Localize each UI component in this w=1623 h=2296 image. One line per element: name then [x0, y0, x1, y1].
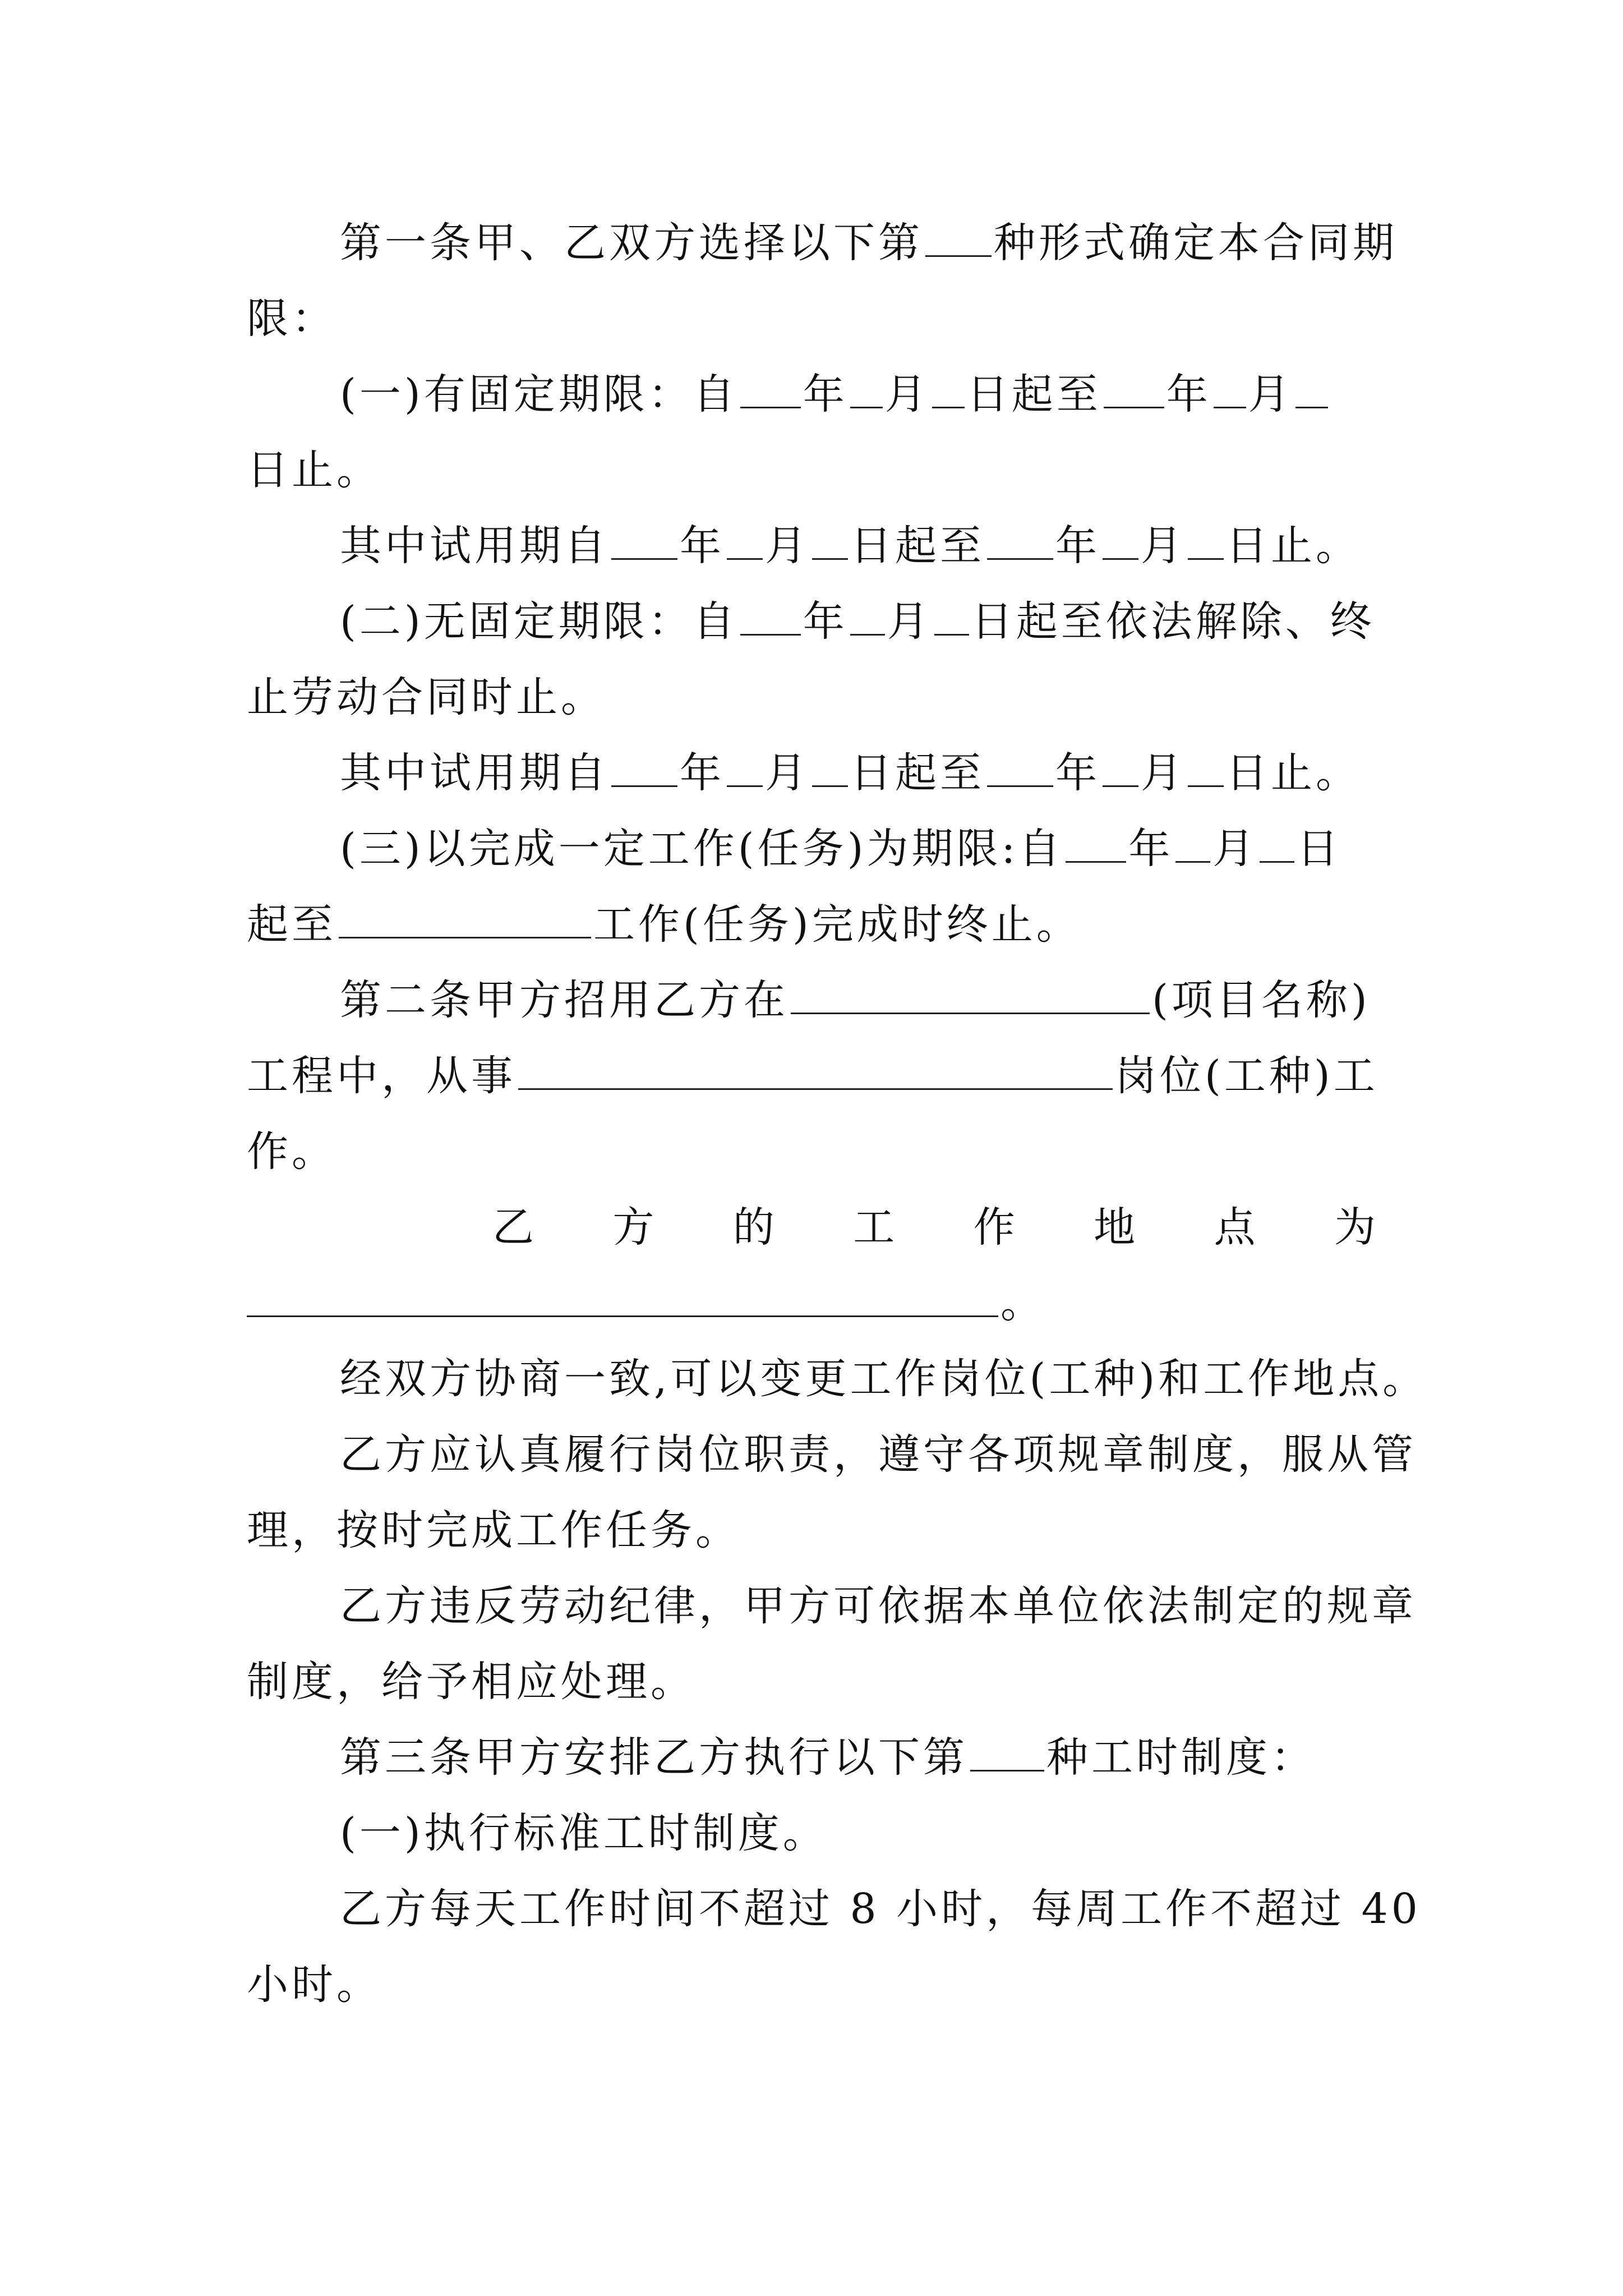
fixed-term-line-1 — [340, 367, 1385, 421]
text-run: 月 — [884, 370, 930, 418]
trial-period-line-2 — [340, 746, 1385, 800]
fill-blank — [1066, 824, 1126, 863]
fill-blank — [1175, 824, 1210, 863]
standard-hours-heading — [340, 1806, 1385, 1860]
article-1-line-2 — [247, 292, 1385, 346]
work-location-line-1 — [492, 1200, 1376, 1254]
text-run: 日起至 — [966, 370, 1101, 418]
fill-blank — [740, 597, 801, 636]
text-run: 工作(任务)完成时终止。 — [593, 900, 1081, 949]
text-run: 年 — [1166, 370, 1211, 418]
text-run: 地 — [1094, 1203, 1136, 1251]
text-run: 理，按时完成工作任务。 — [247, 1506, 740, 1554]
text-run: 岗位(工种)工 — [1115, 1052, 1378, 1100]
text-run: 乙 — [492, 1203, 534, 1251]
text-run: 月 — [765, 522, 810, 570]
text-run: (一)执行标准工时制度。 — [340, 1809, 828, 1857]
text-run: 起至 — [247, 900, 336, 949]
open-term-line-1 — [340, 595, 1385, 648]
text-run: 年 — [680, 522, 725, 570]
text-run: 作。 — [247, 1128, 336, 1176]
text-run: 月 — [887, 597, 932, 646]
article-3-line-1 — [340, 1731, 1385, 1784]
text-run: 其中试用期自 — [340, 522, 609, 570]
text-run: 年 — [1128, 825, 1174, 873]
text-run: 作 — [973, 1203, 1015, 1251]
text-run: 其中试用期自 — [340, 749, 609, 797]
text-run: 日 — [1297, 825, 1342, 873]
text-run: 年 — [680, 749, 725, 797]
fill-blank — [727, 521, 763, 560]
text-run: 制度，给予相应处理。 — [247, 1658, 695, 1706]
text-run: 日起至 — [850, 522, 985, 570]
article-2-line-1 — [340, 973, 1385, 1027]
fill-blank — [1260, 824, 1294, 863]
fill-blank — [934, 597, 969, 636]
fill-blank — [339, 900, 591, 938]
text-run: (二)无固定期限：自 — [340, 597, 738, 646]
text-run: 月 — [1141, 522, 1186, 570]
fill-blank — [1214, 370, 1246, 408]
text-run: 止劳动合同时止。 — [247, 673, 606, 721]
text-run: 为 — [1334, 1203, 1376, 1251]
text-run: 的 — [732, 1203, 774, 1251]
fill-blank — [812, 521, 848, 560]
hours-clause-line-1 — [340, 1882, 1421, 1936]
fill-blank — [850, 597, 885, 636]
text-run: 乙方每天工作时间不超过 8 小时，每周工作不超过 40 — [340, 1885, 1421, 1933]
text-run: 工 — [853, 1203, 895, 1251]
task-term-line-2 — [247, 898, 1385, 951]
text-run: 月 — [1141, 749, 1186, 797]
fill-blank — [987, 748, 1053, 787]
fill-blank — [1295, 370, 1328, 408]
change-clause — [340, 1352, 1428, 1406]
fill-blank — [932, 370, 965, 408]
fill-blank — [1103, 521, 1138, 560]
text-run: 日止。 — [247, 446, 381, 494]
fill-blank — [518, 1051, 1113, 1090]
fill-blank — [791, 976, 1150, 1014]
fill-blank — [611, 748, 677, 787]
text-run: 限： — [247, 295, 336, 343]
article-1-line-1 — [340, 216, 1398, 270]
text-run: 第一条甲、乙双方选择以下第 — [340, 219, 923, 267]
fixed-term-line-2 — [247, 443, 1385, 497]
violation-clause-line-1 — [340, 1579, 1417, 1633]
text-run: 乙方违反劳动纪律，甲方可依据本单位依法制定的规章 — [340, 1582, 1417, 1630]
text-run: 年 — [803, 597, 848, 646]
text-run: 方 — [612, 1203, 654, 1251]
text-run: 日起至 — [850, 749, 985, 797]
fill-blank — [1103, 748, 1138, 787]
text-run: 小时。 — [247, 1961, 381, 2009]
text-run: 种形式确定本合同期 — [994, 219, 1398, 267]
text-run: 年 — [1055, 522, 1100, 570]
text-run: (一)有固定期限：自 — [340, 370, 738, 418]
text-run: 第三条甲方安排乙方执行以下第 — [340, 1733, 968, 1782]
fill-blank — [987, 521, 1053, 560]
violation-clause-line-2 — [247, 1655, 1385, 1709]
article-2-line-3 — [247, 1125, 1385, 1179]
hours-clause-line-2 — [247, 1958, 1385, 2012]
text-run: 种工时制度： — [1046, 1733, 1316, 1782]
article-2-line-2 — [247, 1049, 1385, 1103]
fill-blank — [1188, 521, 1224, 560]
text-run: 日止。 — [1226, 522, 1361, 570]
text-run: 月 — [1248, 370, 1293, 418]
text-run: 经双方协商一致,可以变更工作岗位(工种)和工作地点。 — [340, 1355, 1428, 1403]
text-run: 。 — [1000, 1279, 1045, 1327]
text-run: 第二条甲方招用乙方在 — [340, 976, 789, 1024]
fill-blank — [970, 1733, 1044, 1772]
fill-blank — [611, 521, 677, 560]
trial-period-line-1 — [340, 519, 1385, 573]
fill-blank — [1104, 370, 1164, 408]
fill-blank — [925, 218, 992, 257]
duty-clause-line-2 — [247, 1503, 1385, 1557]
open-term-line-2 — [247, 670, 1385, 724]
text-run: (三)以完成一定工作(任务)为期限:自 — [340, 825, 1064, 873]
text-run: 点 — [1214, 1203, 1256, 1251]
text-run: 年 — [1055, 749, 1100, 797]
fill-blank — [727, 748, 763, 787]
work-location-line-2 — [247, 1276, 1385, 1330]
text-run: 月 — [1212, 825, 1258, 873]
duty-clause-line-1 — [340, 1428, 1417, 1481]
fill-blank — [1188, 748, 1224, 787]
text-run: 工程中，从事 — [247, 1052, 516, 1100]
fill-blank — [850, 370, 883, 408]
text-run: 年 — [803, 370, 848, 418]
text-run: 乙方应认真履行岗位职责，遵守各项规章制度，服从管 — [340, 1430, 1417, 1479]
text-run: 月 — [765, 749, 810, 797]
fill-blank — [247, 1278, 998, 1317]
text-run: 日止。 — [1226, 749, 1361, 797]
text-run: 日起至依法解除、终 — [971, 597, 1375, 646]
fill-blank — [740, 370, 801, 408]
task-term-line-1 — [340, 822, 1385, 876]
fill-blank — [812, 748, 848, 787]
text-run: (项目名称) — [1152, 976, 1371, 1024]
